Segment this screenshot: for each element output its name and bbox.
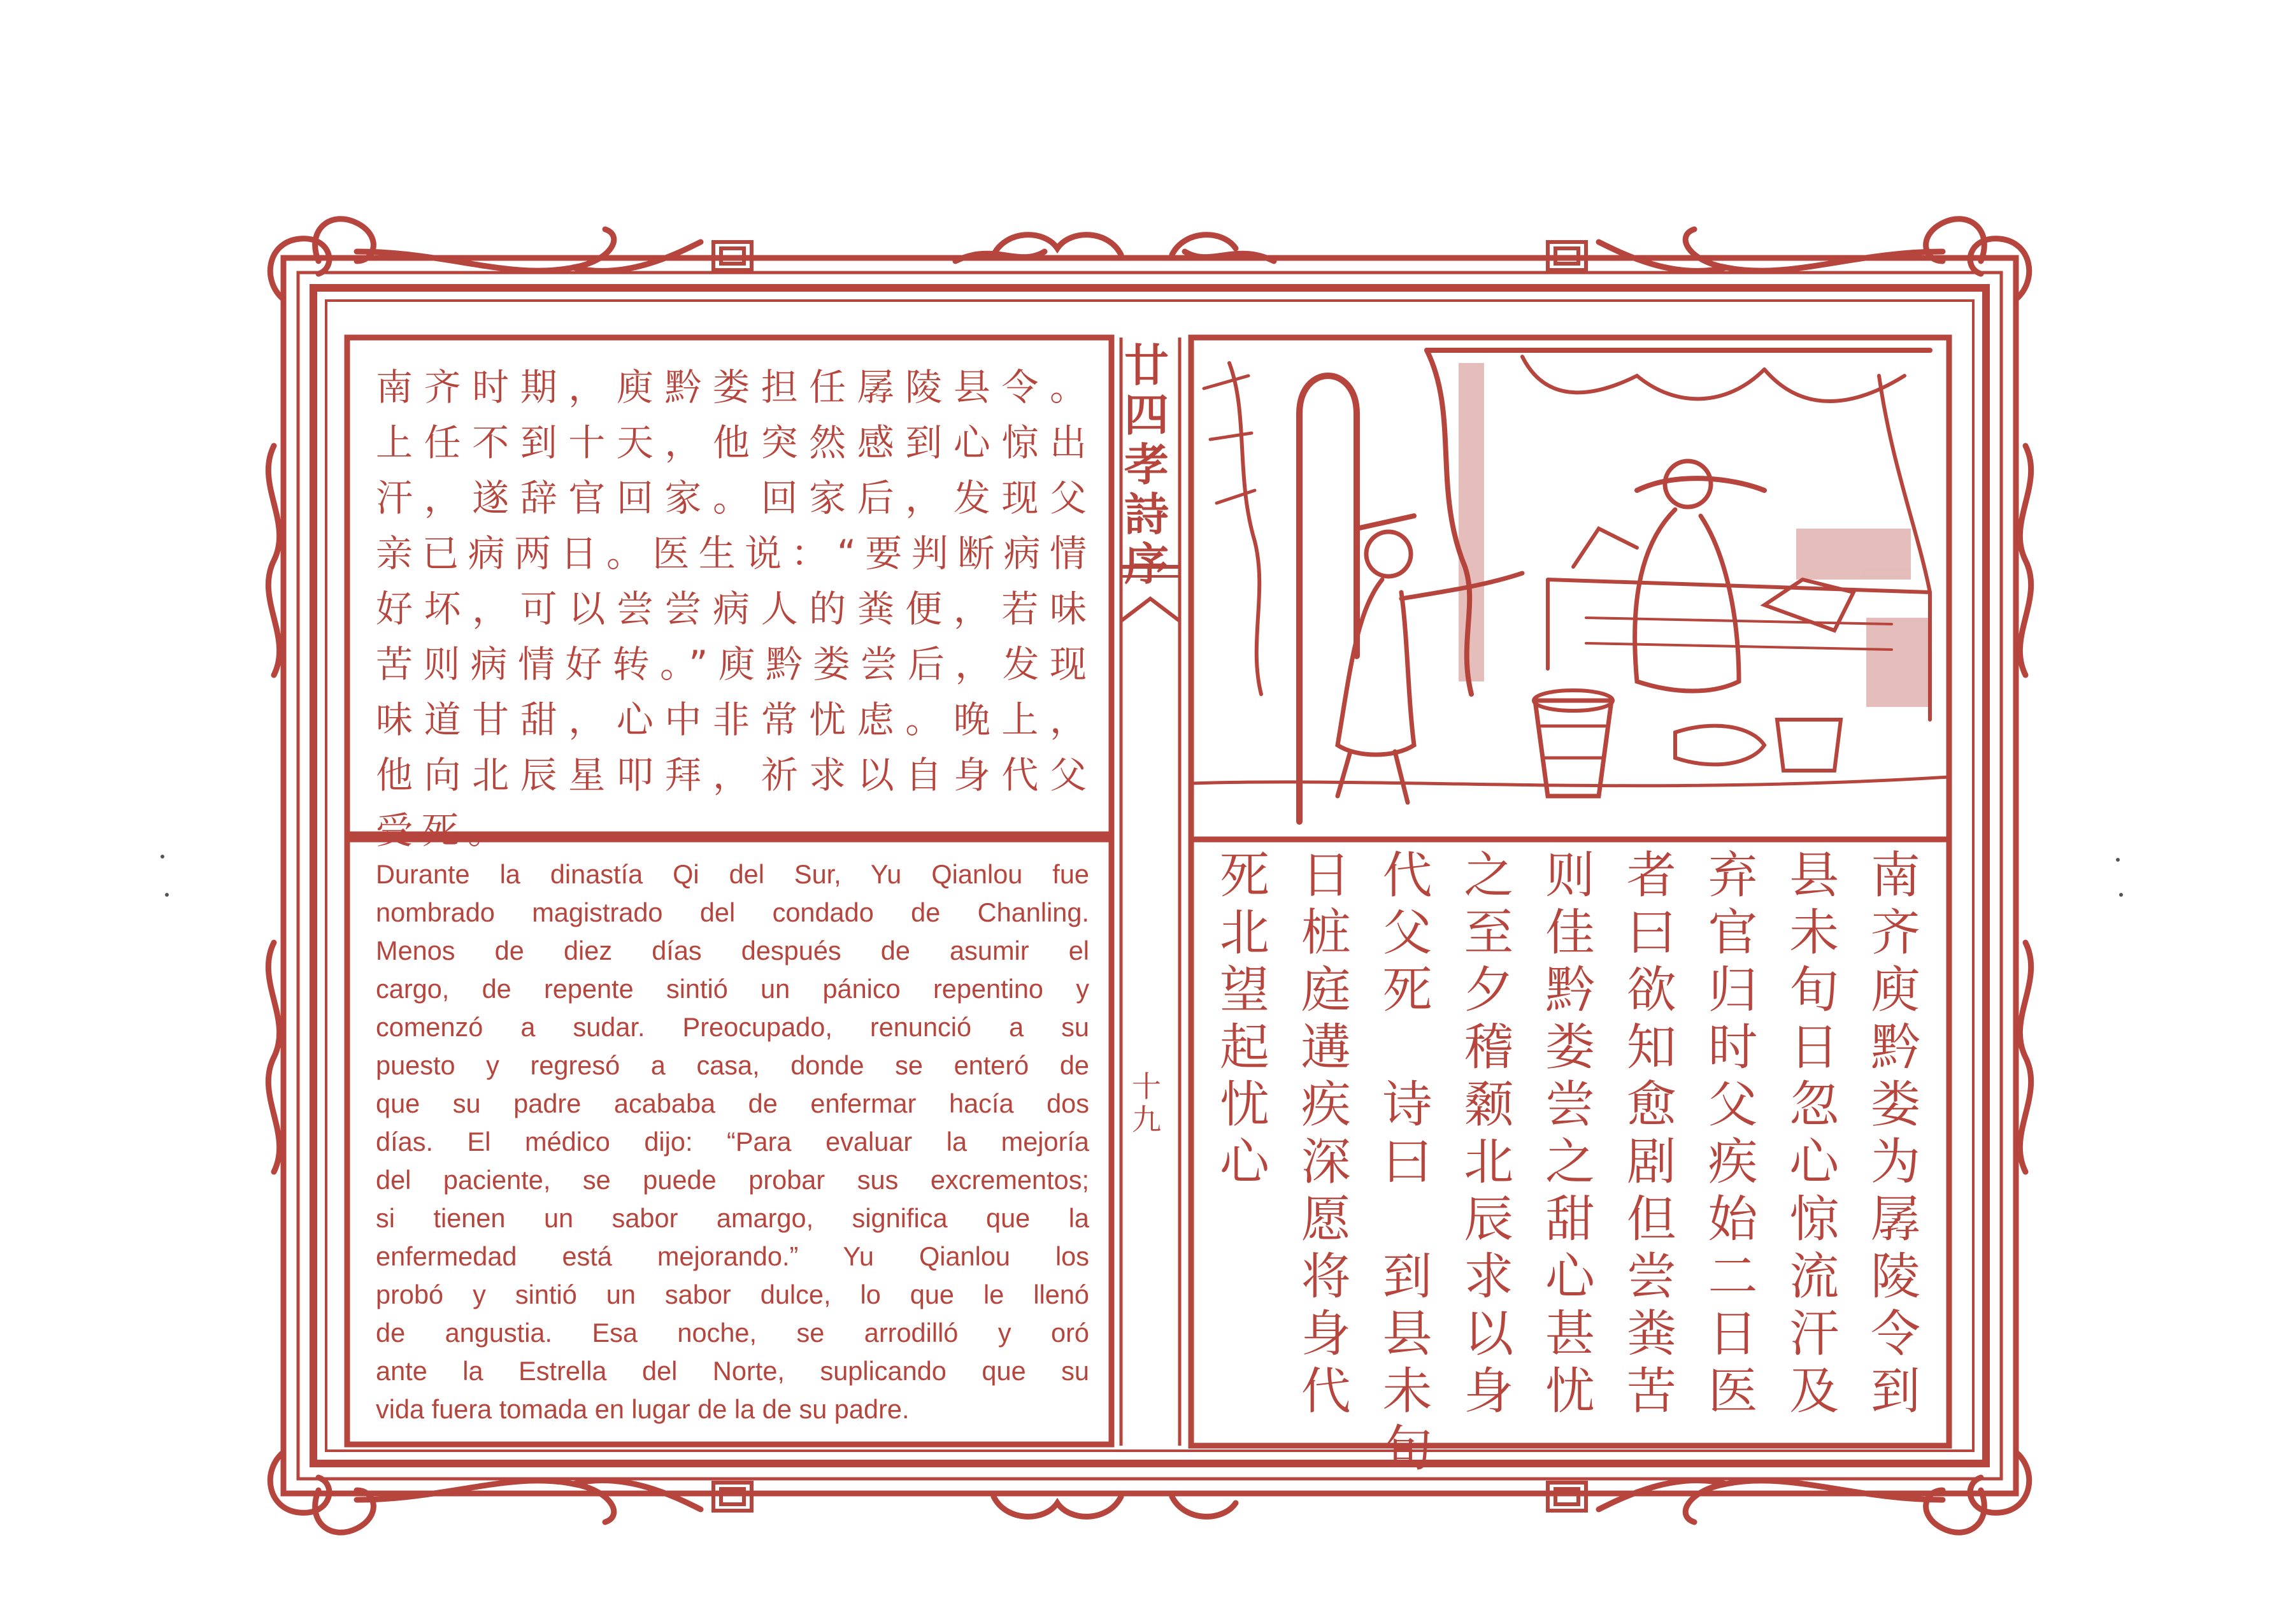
classical-text-char: 归 bbox=[1708, 962, 1758, 1019]
classical-text-char: 医 bbox=[1708, 1363, 1758, 1420]
classical-text-char: 未 bbox=[1789, 904, 1840, 962]
classical-text-char: 但 bbox=[1626, 1191, 1676, 1248]
classical-text-char: 桩 bbox=[1301, 904, 1351, 962]
spanish-prose-line: probó y sintió un sabor dulce, lo que le llenó bbox=[376, 1279, 1089, 1309]
series-title-char: 詩 bbox=[1124, 488, 1169, 541]
spanish-prose-panel bbox=[347, 839, 1111, 1444]
classical-text-char: 尝 bbox=[1545, 1076, 1595, 1134]
chinese-prose-text: 南齐时期，庾黔娄担任孱陵县令。上任不到十天，他突然感到心惊出汗，遂辞官回家。回家后，发现父亲已病两日。医生说：“要判断病情好坏，可以尝尝病人的粪便，若味苦则病情好转。”庾黔娄尝后，发现味道甘甜，心中非常忧虑。晚上，他向北辰星叩拜，祈求以自身代父受死。 bbox=[376, 366, 1096, 852]
spanish-prose-line: comenzó a sudar. Preocupado, renunció a su bbox=[376, 1012, 1089, 1042]
spanish-prose-line: cargo, de repente sintió un pánico repentino y bbox=[376, 974, 1089, 1004]
classical-text-char: 孱 bbox=[1870, 1191, 1920, 1248]
spanish-prose-line: nombrado magistrado del condado de Chanling. bbox=[376, 897, 1089, 927]
classical-text-char: 旬 bbox=[1382, 1420, 1432, 1478]
classical-text-char: 二 bbox=[1708, 1248, 1758, 1306]
series-title-char: 序 bbox=[1124, 538, 1169, 590]
classical-text-char: 者 bbox=[1626, 847, 1676, 904]
classical-text-char: 忽 bbox=[1789, 1076, 1840, 1134]
spanish-prose-line: de angustia. Esa noche, se arrodilló y oró bbox=[376, 1318, 1089, 1348]
classical-text-char: 时 bbox=[1708, 1019, 1758, 1076]
classical-text-char: 父 bbox=[1382, 904, 1432, 962]
classical-text-char: 愿 bbox=[1301, 1191, 1351, 1248]
spanish-prose-line: ante la Estrella del Norte, suplicando que su bbox=[376, 1356, 1089, 1386]
spanish-prose-text bbox=[376, 855, 1089, 1428]
classical-text-char: 甚 bbox=[1545, 1306, 1595, 1363]
classical-text-char: 流 bbox=[1789, 1248, 1840, 1306]
classical-text-char: 佳 bbox=[1545, 904, 1595, 962]
series-title-char: 四 bbox=[1124, 389, 1169, 441]
classical-text-char: 至 bbox=[1464, 904, 1514, 962]
classical-text-char: 黔 bbox=[1870, 1019, 1920, 1076]
classical-text-char: 日 bbox=[1301, 847, 1351, 904]
chinese-prose-panel bbox=[347, 338, 1111, 852]
classical-text-column bbox=[1701, 847, 1765, 1446]
classical-text-column bbox=[1213, 847, 1276, 1446]
classical-text-char: 则 bbox=[1545, 847, 1595, 904]
classical-text-char: 粪 bbox=[1626, 1306, 1676, 1363]
page-number bbox=[1116, 1070, 1177, 1136]
classical-text-char: 死 bbox=[1219, 847, 1269, 904]
classical-text-char: 及 bbox=[1789, 1363, 1840, 1420]
classical-text-char: 代 bbox=[1382, 847, 1432, 904]
classical-text-char: 弃 bbox=[1708, 847, 1758, 904]
classical-text-char: 齐 bbox=[1870, 904, 1920, 962]
classical-text-char: 曰 bbox=[1382, 1134, 1432, 1191]
classical-text-char: 汗 bbox=[1789, 1306, 1840, 1363]
classical-text-char: 心 bbox=[1789, 1134, 1840, 1191]
classical-text-char: 始 bbox=[1708, 1191, 1758, 1248]
classical-text-char: 到 bbox=[1382, 1248, 1432, 1306]
classical-text-char: 知 bbox=[1626, 1019, 1676, 1076]
classical-text-char: 曰 bbox=[1626, 904, 1676, 962]
classical-text-char: 官 bbox=[1708, 904, 1758, 962]
page-number-char: 九 bbox=[1132, 1102, 1161, 1137]
classical-text-char bbox=[1399, 1191, 1415, 1248]
classical-text-char: 求 bbox=[1464, 1248, 1514, 1306]
classical-text-char: 忧 bbox=[1545, 1363, 1595, 1420]
spanish-prose-line: enfermedad está mejorando.” Yu Qianlou los bbox=[376, 1241, 1089, 1271]
classical-text-char: 遘 bbox=[1301, 1019, 1351, 1076]
classical-text-char: 之 bbox=[1464, 847, 1514, 904]
series-title-char: 孝 bbox=[1124, 439, 1169, 491]
classical-text-char: 甜 bbox=[1545, 1191, 1595, 1248]
classical-text-char: 惊 bbox=[1789, 1191, 1840, 1248]
classical-text-char: 陵 bbox=[1870, 1248, 1920, 1306]
classical-text-column bbox=[1376, 847, 1440, 1478]
spanish-prose-line: si tienen un sabor amargo, significa que la bbox=[376, 1203, 1089, 1233]
classical-text-char: 疾 bbox=[1708, 1134, 1758, 1191]
classical-text-char: 之 bbox=[1545, 1134, 1595, 1191]
classical-text-char: 欲 bbox=[1626, 962, 1676, 1019]
classical-text-char: 身 bbox=[1301, 1306, 1351, 1363]
classical-text-char: 尝 bbox=[1626, 1248, 1676, 1306]
classical-text-char: 疾 bbox=[1301, 1076, 1351, 1134]
classical-text-columns bbox=[1197, 847, 1943, 1478]
classical-text-char: 深 bbox=[1301, 1134, 1351, 1191]
classical-text-char: 南 bbox=[1870, 847, 1920, 904]
classical-text-column bbox=[1782, 847, 1846, 1446]
classical-text-char: 日 bbox=[1708, 1306, 1758, 1363]
classical-text-char: 庾 bbox=[1870, 962, 1920, 1019]
classical-text-char: 剧 bbox=[1626, 1134, 1676, 1191]
classical-text-char: 望 bbox=[1219, 962, 1269, 1019]
classical-text-char: 日 bbox=[1789, 1019, 1840, 1076]
classical-text-char: 苦 bbox=[1626, 1363, 1676, 1420]
classical-text-char: 到 bbox=[1870, 1363, 1920, 1420]
classical-text-char: 身 bbox=[1464, 1363, 1514, 1420]
series-title-char: 廿 bbox=[1124, 339, 1169, 392]
classical-text-char: 死 bbox=[1382, 962, 1432, 1019]
classical-text-char: 为 bbox=[1870, 1134, 1920, 1191]
spanish-prose-line: que su padre acababa de enfermar hacía dos bbox=[376, 1088, 1089, 1118]
spanish-prose-line: Durante la dinastía Qi del Sur, Yu Qianlou fue bbox=[376, 859, 1089, 889]
classical-text-char: 忧 bbox=[1219, 1076, 1269, 1134]
classical-text-char bbox=[1399, 1019, 1415, 1076]
spanish-prose-line: vida fuera tomada en lugar de la de su padre. bbox=[376, 1394, 910, 1424]
series-title bbox=[1116, 339, 1177, 590]
classical-text-char: 令 bbox=[1870, 1306, 1920, 1363]
classical-text-column bbox=[1620, 847, 1683, 1446]
classical-text-char: 心 bbox=[1219, 1134, 1269, 1191]
classical-text-char: 稽 bbox=[1464, 1019, 1514, 1076]
classical-text-column bbox=[1457, 847, 1520, 1446]
classical-text-char: 黔 bbox=[1545, 962, 1595, 1019]
classical-text-char: 起 bbox=[1219, 1019, 1269, 1076]
classical-text-char: 庭 bbox=[1301, 962, 1351, 1019]
classical-text-char: 代 bbox=[1301, 1363, 1351, 1420]
spanish-prose-line: Menos de diez días después de asumir el bbox=[376, 936, 1089, 965]
classical-text-char: 将 bbox=[1301, 1248, 1351, 1306]
classical-text-char: 县 bbox=[1789, 847, 1840, 904]
classical-text-char: 愈 bbox=[1626, 1076, 1676, 1134]
classical-text-char: 北 bbox=[1464, 1134, 1514, 1191]
classical-text-char: 心 bbox=[1545, 1248, 1595, 1306]
spanish-prose-line: del paciente, se puede probar sus excrementos; bbox=[376, 1165, 1089, 1195]
classical-text-char: 娄 bbox=[1870, 1076, 1920, 1134]
classical-text-column bbox=[1294, 847, 1358, 1446]
classical-text-char: 父 bbox=[1708, 1076, 1758, 1134]
classical-text-char: 诗 bbox=[1382, 1076, 1432, 1134]
classical-text-char: 以 bbox=[1464, 1306, 1514, 1363]
classical-text-char: 辰 bbox=[1464, 1191, 1514, 1248]
classical-text-column bbox=[1538, 847, 1602, 1446]
classical-text-char: 娄 bbox=[1545, 1019, 1595, 1076]
woodblock-illustration bbox=[1191, 338, 1949, 834]
classical-text-char: 未 bbox=[1382, 1363, 1432, 1420]
spanish-prose-line: puesto y regresó a casa, donde se enteró de bbox=[376, 1050, 1089, 1080]
classical-text-char: 颡 bbox=[1464, 1076, 1514, 1134]
classical-text-column bbox=[1864, 847, 1927, 1446]
page-number-char: 十 bbox=[1132, 1069, 1161, 1104]
classical-text-char: 旬 bbox=[1789, 962, 1840, 1019]
classical-text-char: 县 bbox=[1382, 1306, 1432, 1363]
spanish-prose-line: días. El médico dijo: “Para evaluar la mejoría bbox=[376, 1127, 1089, 1157]
classical-text-char: 北 bbox=[1219, 904, 1269, 962]
classical-text-char: 夕 bbox=[1464, 962, 1514, 1019]
